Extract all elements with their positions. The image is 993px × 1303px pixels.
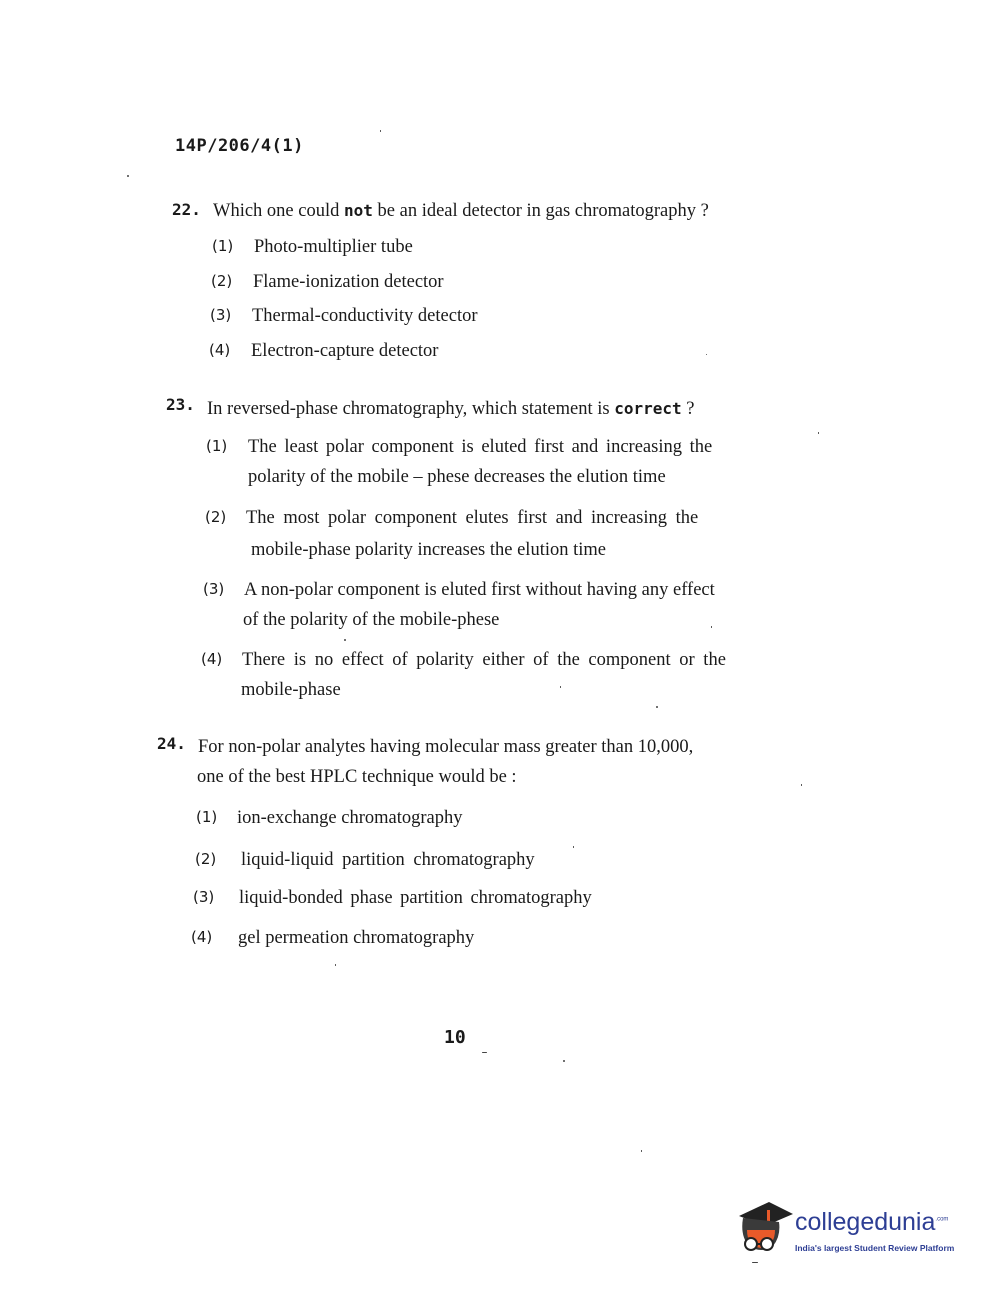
question-number: 24.: [157, 734, 186, 753]
page-number: 10: [444, 1027, 466, 1048]
scan-speck: [752, 1262, 758, 1263]
option-label: (4): [191, 928, 213, 946]
question-number: 23.: [166, 395, 195, 414]
emphasis-correct: correct: [614, 399, 682, 418]
paper-code: 14P/206/4(1): [175, 136, 304, 156]
option-label: (2): [211, 272, 233, 290]
question-number: 22.: [172, 200, 201, 219]
option-text-continued: polarity of the mobile – phese decreases the elution time: [248, 467, 666, 487]
option-label: (2): [205, 508, 227, 526]
mascot-icon: [735, 1196, 793, 1256]
scan-speck: [563, 1060, 565, 1062]
option-label: (3): [210, 306, 232, 324]
option-text-continued: mobile-phase: [241, 680, 341, 700]
scan-speck: [560, 686, 561, 688]
option-text-continued: of the polarity of the mobile-phese: [243, 610, 500, 630]
option-label: (1): [196, 808, 218, 826]
brand-name: collegedunia$^{.com}$: [795, 1208, 949, 1236]
option-text: Flame-ionization detector: [253, 272, 444, 292]
scan-speck: [482, 1052, 487, 1053]
option-text: liquid-liquid partition chromatography: [241, 850, 535, 870]
option-text: liquid-bonded phase partition chromatography: [239, 888, 592, 908]
scan-speck: [344, 639, 346, 641]
question-text: Which one could not be an ideal detector in gas chromatography ?: [213, 201, 709, 221]
option-label: (2): [195, 850, 217, 868]
option-text: gel permeation chromatography: [238, 928, 475, 948]
question-text: In reversed-phase chromatography, which statement is correct ?: [207, 399, 695, 419]
option-text: The least polar component is eluted first and increasing the: [248, 437, 713, 457]
scan-speck: [706, 354, 707, 355]
question-text: For non-polar analytes having molecular mass greater than 10,000,: [198, 737, 694, 757]
option-label: (1): [206, 437, 228, 455]
option-label: (4): [201, 650, 223, 668]
option-label: (3): [203, 580, 225, 598]
option-text: Photo-multiplier tube: [254, 237, 413, 257]
emphasis-not: not: [344, 201, 373, 220]
option-text: Electron-capture detector: [251, 341, 439, 361]
scan-speck: [818, 432, 819, 434]
option-label: (1): [212, 237, 234, 255]
brand-tagline: India's largest Student Review Platform: [795, 1243, 955, 1253]
scan-speck: [656, 706, 658, 708]
option-text: A non-polar component is eluted first without having any effect: [244, 580, 715, 600]
scan-speck: [335, 964, 336, 966]
option-text: The most polar component elutes first and increasing the: [246, 508, 699, 528]
collegedunia-logo: [735, 1196, 960, 1256]
option-text: ion-exchange chromatography: [237, 808, 463, 828]
scan-speck: [641, 1150, 642, 1152]
option-label: (4): [209, 341, 231, 359]
question-text-continued: one of the best HPLC technique would be :: [197, 767, 517, 787]
scan-speck: [380, 130, 381, 132]
scan-speck: [801, 784, 802, 786]
scan-speck: [573, 846, 574, 848]
scan-speck: [711, 626, 712, 628]
option-text-continued: mobile-phase polarity increases the elution time: [251, 540, 606, 560]
option-text: There is no effect of polarity either of the component or the: [242, 650, 726, 670]
option-text: Thermal-conductivity detector: [252, 306, 478, 326]
scan-speck: [127, 175, 129, 177]
option-label: (3): [193, 888, 215, 906]
